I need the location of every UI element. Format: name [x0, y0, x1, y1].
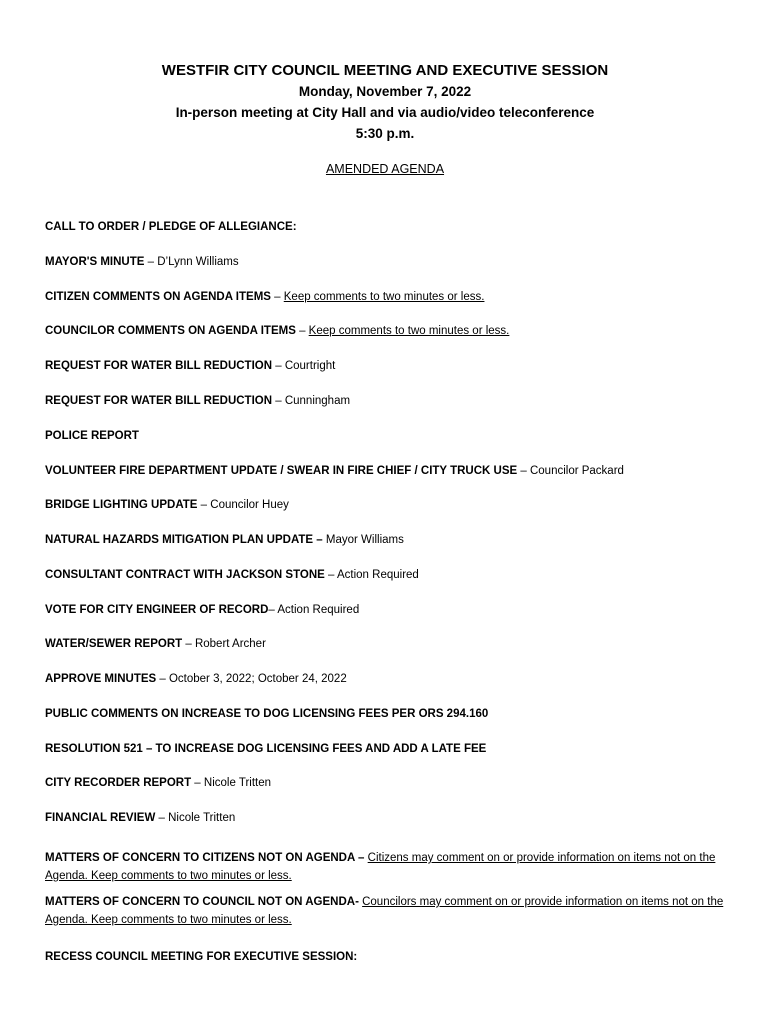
agenda-item-separator: –	[155, 812, 169, 824]
agenda-item-heading: WATER/SEWER REPORT	[45, 638, 183, 650]
meeting-date: Monday, November 7, 2022	[298, 84, 472, 99]
agenda-item	[45, 635, 735, 653]
agenda-item-presenter: Nicole Tritten	[168, 812, 236, 824]
agenda-item-separator: –	[144, 256, 158, 268]
agenda-item-heading: COUNCILOR COMMENTS ON AGENDA ITEMS	[45, 325, 296, 337]
agenda-item	[45, 462, 735, 480]
agenda-item-note: Keep comments to two minutes or less.	[308, 325, 510, 337]
agenda-item	[45, 948, 735, 966]
agenda-item-heading: REQUEST FOR WATER BILL REDUCTION	[45, 360, 273, 372]
agenda-item-presenter: Action Required	[336, 569, 419, 581]
agenda-item-heading: MAYOR'S MINUTE	[45, 256, 145, 268]
agenda-item-presenter: Councilor Packard	[529, 465, 624, 477]
agenda-item	[45, 531, 735, 549]
meeting-title: WESTFIR CITY COUNCIL MEETING AND EXECUTIVE SESSION	[161, 62, 609, 79]
agenda-item-heading: MATTERS OF CONCERN TO COUNCIL NOT ON AGENDA-	[45, 896, 359, 908]
agenda-item	[45, 566, 735, 584]
agenda-item	[45, 705, 735, 723]
agenda-item-separator: –	[272, 395, 285, 407]
agenda-item-separator: –	[517, 465, 530, 477]
agenda-item-separator: –	[272, 360, 285, 372]
agenda-item-presenter: Councilor Huey	[210, 499, 289, 511]
agenda-item	[45, 740, 735, 758]
agenda-item	[45, 893, 735, 929]
agenda-item	[45, 322, 735, 340]
agenda-item	[45, 427, 735, 445]
agenda-item-note: Keep comments to two minutes or less.	[283, 291, 485, 303]
agenda-item-separator: –	[191, 777, 204, 789]
agenda-item-heading: REQUEST FOR WATER BILL REDUCTION	[45, 395, 273, 407]
agenda-item-presenter: D’Lynn Williams	[157, 256, 239, 268]
agenda-item-separator: –	[268, 604, 278, 616]
agenda-item	[45, 218, 735, 236]
agenda-header	[0, 60, 770, 144]
agenda-item	[45, 288, 735, 306]
agenda-item	[45, 357, 735, 375]
agenda-item-separator: –	[197, 499, 211, 511]
agenda-item-heading: FINANCIAL REVIEW	[45, 812, 156, 824]
agenda-item	[45, 849, 735, 885]
agenda-item	[45, 392, 735, 410]
agenda-item	[45, 253, 735, 271]
agenda-item-heading: CITIZEN COMMENTS ON AGENDA ITEMS	[45, 291, 271, 303]
agenda-item-presenter: October 3, 2022; October 24, 2022	[168, 673, 347, 685]
agenda-item-presenter: Nicole Tritten	[203, 777, 272, 789]
agenda-item-heading: CALL TO ORDER / PLEDGE OF ALLEGIANCE:	[45, 221, 297, 233]
agenda-item-heading: APPROVE MINUTES	[45, 673, 157, 685]
agenda-item-presenter: Action Required	[277, 604, 360, 616]
agenda-item	[45, 496, 735, 514]
agenda-item-separator: –	[182, 638, 195, 650]
agenda-item-heading: RESOLUTION 521 – TO INCREASE DOG LICENSING FEES AND ADD A LATE FEE	[45, 743, 487, 755]
agenda-item-presenter: Mayor Williams	[325, 534, 404, 546]
agenda-item-presenter: Cunningham	[284, 395, 351, 407]
agenda-item	[45, 809, 735, 827]
agenda-item-heading: NATURAL HAZARDS MITIGATION PLAN UPDATE –	[45, 534, 323, 546]
agenda-item-presenter: Courtright	[284, 360, 336, 372]
agenda-item-separator: –	[295, 325, 309, 337]
agenda-item-heading: CONSULTANT CONTRACT WITH JACKSON STONE	[45, 569, 325, 581]
agenda-item-heading: BRIDGE LIGHTING UPDATE	[45, 499, 198, 511]
meeting-time: 5:30 p.m.	[355, 126, 415, 141]
agenda-item-heading: CITY RECORDER REPORT	[45, 777, 192, 789]
agenda-item-separator: –	[270, 291, 284, 303]
agenda-item-heading: VOTE FOR CITY ENGINEER OF RECORD	[45, 604, 269, 616]
agenda-item-separator: –	[156, 673, 169, 685]
agenda-item	[45, 601, 735, 619]
agenda-label: AMENDED AGENDA	[325, 162, 445, 176]
agenda-item-presenter: Robert Archer	[194, 638, 266, 650]
agenda-item-heading: PUBLIC COMMENTS ON INCREASE TO DOG LICENSING FEES PER ORS 294.160	[45, 708, 489, 720]
agenda-item-note: Councilors may comment on or provide information on items not on the Agenda. Keep comments to two minutes or less.	[45, 896, 724, 926]
agenda-item-heading: VOLUNTEER FIRE DEPARTMENT UPDATE / SWEAR IN FIRE CHIEF / CITY TRUCK USE	[45, 465, 518, 477]
agenda-item-heading: MATTERS OF CONCERN TO CITIZENS NOT ON AGENDA –	[45, 852, 365, 864]
meeting-location: In-person meeting at City Hall and via audio/video teleconference	[175, 105, 595, 120]
agenda-item	[45, 774, 735, 792]
agenda-item-heading: RECESS COUNCIL MEETING FOR EXECUTIVE SESSION:	[45, 951, 358, 963]
agenda-item-separator: –	[324, 569, 337, 581]
agenda-item-note: Citizens may comment on or provide information on items not on the Agenda. Keep comments to two minutes or less.	[45, 852, 716, 882]
agenda-item-heading: POLICE REPORT	[45, 430, 139, 442]
agenda-item	[45, 670, 735, 688]
